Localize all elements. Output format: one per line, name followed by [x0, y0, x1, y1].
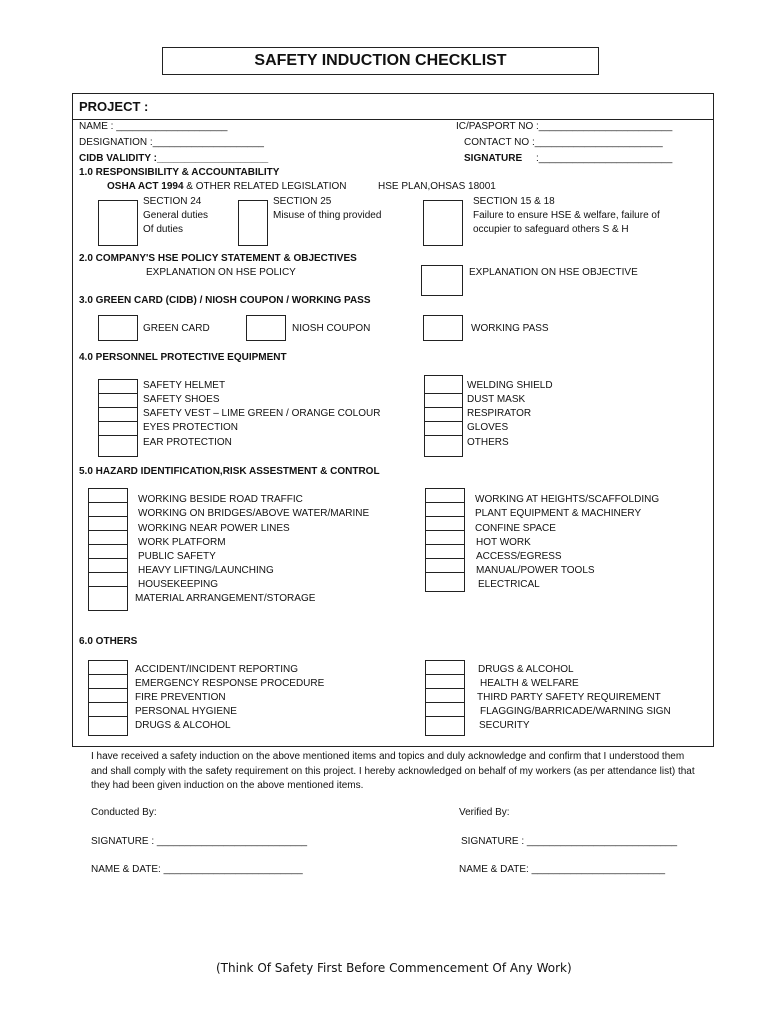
hazard-checkbox[interactable]: [425, 530, 465, 545]
ppe-checkbox[interactable]: [424, 435, 463, 457]
osha-act-name: OSHA ACT 1994: [107, 181, 184, 192]
hazard-item: PLANT EQUIPMENT & MACHINERY: [475, 508, 642, 519]
section-15-18-line1: Failure to ensure HSE & welfare, failure of: [473, 210, 660, 221]
ppe-item: SAFETY HELMET: [143, 380, 226, 391]
hazard-item: CONFINE SPACE: [475, 523, 556, 534]
section-2-heading: 2.0 COMPANY'S HSE POLICY STATEMENT & OBJECTIVES: [79, 253, 357, 264]
others-item: ACCIDENT/INCIDENT REPORTING: [135, 664, 298, 675]
others-item: SECURITY: [479, 720, 530, 731]
others-checkbox[interactable]: [425, 716, 465, 736]
others-item: PERSONAL HYGIENE: [135, 706, 237, 717]
section-15-18-checkbox[interactable]: [423, 200, 463, 246]
signature-field[interactable]: :________________________: [536, 153, 673, 164]
ppe-checkbox[interactable]: [424, 421, 463, 436]
section-1-heading: 1.0 RESPONSIBILITY & ACCOUNTABILITY: [79, 167, 280, 178]
hazard-checkbox[interactable]: [88, 502, 128, 517]
section-24-title: SECTION 24: [143, 196, 202, 207]
hazard-item: WORKING BESIDE ROAD TRAFFIC: [138, 494, 303, 505]
others-checkbox[interactable]: [425, 674, 465, 689]
footer-slogan: (Think Of Safety First Before Commencement Of Any Work): [216, 961, 572, 975]
hazard-checkbox[interactable]: [425, 558, 465, 573]
verified-by-label: Verified By:: [459, 807, 510, 818]
passport-field[interactable]: IC/PASPORT NO :________________________: [456, 121, 673, 132]
ppe-item: RESPIRATOR: [467, 408, 532, 419]
others-checkbox[interactable]: [88, 688, 128, 703]
hazard-item: WORK PLATFORM: [138, 537, 226, 548]
ppe-item: GLOVES: [467, 422, 509, 433]
ppe-checkbox[interactable]: [98, 393, 138, 408]
hazard-item: ACCESS/EGRESS: [476, 551, 562, 562]
osha-act: [107, 181, 347, 193]
hazard-checkbox[interactable]: [88, 516, 128, 531]
conducted-signature-field[interactable]: SIGNATURE : ___________________________: [91, 836, 308, 847]
ppe-item: DUST MASK: [467, 394, 526, 405]
name-field[interactable]: NAME : ____________________: [79, 121, 228, 132]
ppe-checkbox[interactable]: [424, 375, 463, 394]
section-25-title: SECTION 25: [273, 196, 332, 207]
section-5-heading: 5.0 HAZARD IDENTIFICATION,RISK ASSESTMENT & CONTROL: [79, 466, 380, 477]
verified-signature-field[interactable]: SIGNATURE : ___________________________: [461, 836, 678, 847]
conducted-by-label: Conducted By:: [91, 807, 157, 818]
conducted-name-date-field[interactable]: NAME & DATE: _________________________: [91, 864, 303, 875]
others-checkbox[interactable]: [425, 702, 465, 717]
document-title: SAFETY INDUCTION CHECKLIST: [162, 47, 599, 75]
others-item: FLAGGING/BARRICADE/WARNING SIGN: [480, 706, 671, 717]
hse-objective-label: EXPLANATION ON HSE OBJECTIVE: [469, 267, 638, 278]
declaration-text: I have received a safety induction on the above mentioned items and topics and duly acknowledge and confirm that I understood them and shall comply with the safety requirement on this project. I hereby acknowledged on behalf of my workers (as per attendance list) that they had been given induction on the above mentioned items.: [91, 751, 695, 791]
hazard-checkbox[interactable]: [425, 572, 465, 592]
others-checkbox[interactable]: [88, 716, 128, 736]
hazard-checkbox[interactable]: [425, 516, 465, 531]
hazard-item: WORKING NEAR POWER LINES: [138, 523, 290, 534]
section-6-heading: 6.0 OTHERS: [79, 636, 138, 647]
others-checkbox[interactable]: [88, 702, 128, 717]
section-25-line1: Misuse of thing provided: [273, 210, 382, 221]
ppe-item: OTHERS: [467, 437, 509, 448]
ppe-checkbox[interactable]: [98, 379, 138, 394]
hazard-checkbox[interactable]: [425, 544, 465, 559]
niosh-coupon-checkbox[interactable]: [246, 315, 286, 341]
hse-objective-checkbox[interactable]: [421, 265, 463, 296]
hazard-item: HOT WORK: [476, 537, 531, 548]
green-card-checkbox[interactable]: [98, 315, 138, 341]
hazard-item: HOUSEKEEPING: [138, 579, 219, 590]
cidb-field[interactable]: CIDB VALIDITY :____________________: [79, 153, 269, 164]
hazard-checkbox[interactable]: [88, 586, 128, 611]
ppe-checkbox[interactable]: [424, 393, 463, 408]
others-checkbox[interactable]: [88, 674, 128, 689]
others-checkbox[interactable]: [425, 688, 465, 703]
hazard-checkbox[interactable]: [88, 530, 128, 545]
osha-act-rest: & OTHER RELATED LEGISLATION: [183, 181, 347, 192]
others-item: DRUGS & ALCOHOL: [135, 720, 231, 731]
verified-name-date-field[interactable]: NAME & DATE: ________________________: [459, 864, 666, 875]
ppe-item: WELDING SHIELD: [467, 380, 553, 391]
hazard-checkbox[interactable]: [88, 558, 128, 573]
section-24-line2: Of duties: [143, 224, 184, 235]
hazard-item: WORKING ON BRIDGES/ABOVE WATER/MARINE: [138, 508, 370, 519]
others-item: DRUGS & ALCOHOL: [478, 664, 574, 675]
ppe-checkbox[interactable]: [98, 435, 138, 457]
designation-field[interactable]: DESIGNATION :____________________: [79, 137, 264, 148]
hazard-checkbox[interactable]: [425, 502, 465, 517]
section-15-18-title: SECTION 15 & 18: [473, 196, 555, 207]
ppe-checkbox[interactable]: [424, 407, 463, 422]
others-item: FIRE PREVENTION: [135, 692, 226, 703]
others-checkbox[interactable]: [425, 660, 465, 675]
section-15-18-line2: occupier to safeguard others S & H: [473, 224, 629, 235]
ppe-checkbox[interactable]: [98, 407, 138, 422]
hazard-item: MANUAL/POWER TOOLS: [476, 565, 595, 576]
section-3-heading: 3.0 GREEN CARD (CIDB) / NIOSH COUPON / WORKING PASS: [79, 295, 371, 306]
ppe-checkbox[interactable]: [98, 421, 138, 436]
project-divider: [72, 119, 714, 120]
hazard-item: WORKING AT HEIGHTS/SCAFFOLDING: [475, 494, 660, 505]
section-24-checkbox[interactable]: [98, 200, 138, 246]
project-label: PROJECT :: [79, 99, 149, 114]
green-card-label: GREEN CARD: [143, 323, 210, 334]
contact-field[interactable]: CONTACT NO :_______________________: [464, 137, 663, 148]
hse-policy-label: EXPLANATION ON HSE POLICY: [146, 267, 296, 278]
ppe-item: SAFETY VEST – LIME GREEN / ORANGE COLOUR: [143, 408, 381, 419]
ppe-item: SAFETY SHOES: [143, 394, 220, 405]
others-checkbox[interactable]: [88, 660, 128, 675]
ppe-item: EAR PROTECTION: [143, 437, 232, 448]
ppe-item: EYES PROTECTION: [143, 422, 239, 433]
niosh-coupon-label: NIOSH COUPON: [292, 323, 371, 334]
hse-plan: HSE PLAN,OHSAS 18001: [378, 181, 496, 192]
signature-label: SIGNATURE: [464, 153, 523, 164]
hazard-item: PUBLIC SAFETY: [138, 551, 216, 562]
hazard-item: MATERIAL ARRANGEMENT/STORAGE: [135, 593, 316, 604]
hazard-item: ELECTRICAL: [478, 579, 540, 590]
hazard-checkbox[interactable]: [88, 572, 128, 587]
section-24-line1: General duties: [143, 210, 209, 221]
working-pass-checkbox[interactable]: [423, 315, 463, 341]
hazard-item: HEAVY LIFTING/LAUNCHING: [138, 565, 274, 576]
section-25-checkbox[interactable]: [238, 200, 268, 246]
others-item: THIRD PARTY SAFETY REQUIREMENT: [477, 692, 661, 703]
others-item: HEALTH & WELFARE: [480, 678, 579, 689]
section-4-heading: 4.0 PERSONNEL PROTECTIVE EQUIPMENT: [79, 352, 287, 363]
hazard-checkbox[interactable]: [88, 488, 128, 503]
others-item: EMERGENCY RESPONSE PROCEDURE: [135, 678, 325, 689]
hazard-checkbox[interactable]: [88, 544, 128, 559]
working-pass-label: WORKING PASS: [471, 323, 549, 334]
hazard-checkbox[interactable]: [425, 488, 465, 503]
